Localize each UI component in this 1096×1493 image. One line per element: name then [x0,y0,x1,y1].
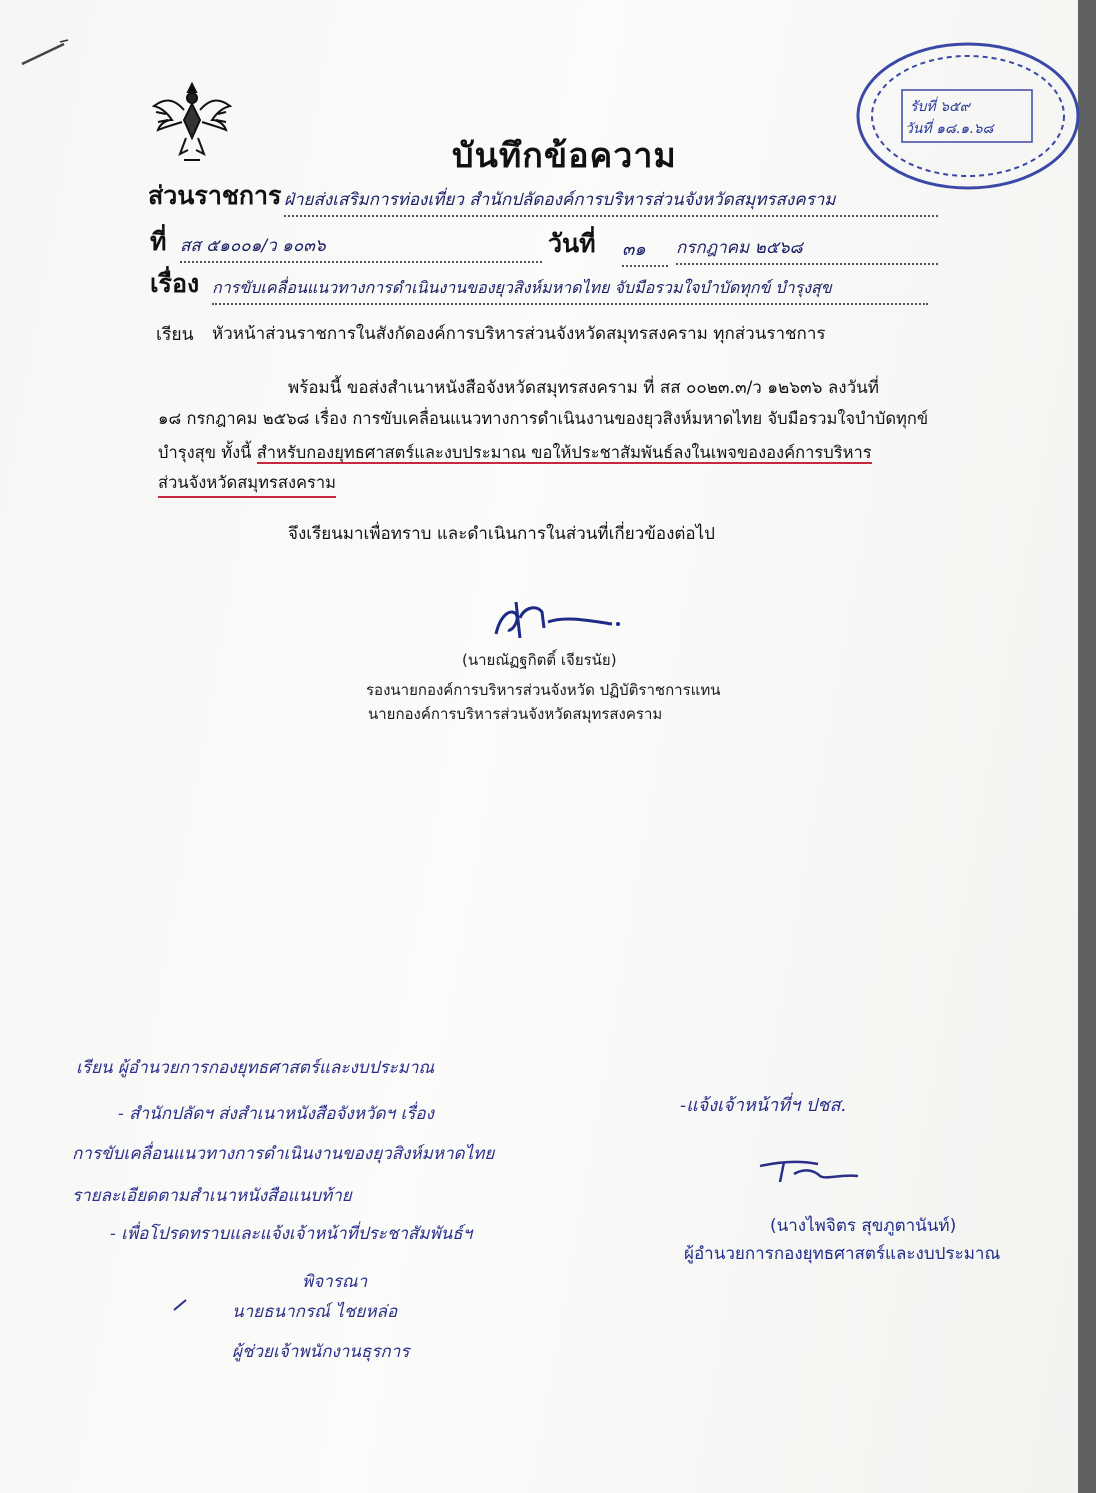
initial-tick-icon [172,1298,188,1312]
handwritten-note-line-1: เรียน ผู้อำนวยการกองยุทธศาสตร์และงบประมาณ [76,1058,435,1078]
director-position: ผู้อำนวยการกองยุทธศาสตร์และงบประมาณ [684,1244,1001,1264]
handwritten-right-note: -แจ้งเจ้าหน้าที่ฯ ปชส. [680,1095,847,1116]
handwritten-note-line-5: - เพื่อโปรดทราบและแจ้งเจ้าหน้าที่ประชาสัมพันธ์ฯ [110,1224,473,1244]
handwritten-note-line-2: - สำนักปลัดฯ ส่งสำเนาหนังสือจังหวัดฯ เรื่อง [118,1104,434,1124]
director-name: (นางไพจิตร สุขภูตานันท์) [770,1216,957,1236]
handwritten-note-line-4: รายละเอียดตามสำเนาหนังสือแนบท้าย [72,1186,352,1206]
signature-image [490,594,626,644]
to-label: เรียน [156,325,194,345]
signatory-position-2: นายกองค์การบริหารส่วนจังหวัดสมุทรสงคราม [368,705,663,723]
signatory-position-1: รองนายกองค์การบริหารส่วนจังหวัด ปฏิบัติราชการแทน [366,681,721,699]
background-edge [1078,0,1096,1493]
handwritten-note-line-3: การขับเคลื่อนแนวทางการดำเนินงานของยุวสิงห์มหาดไทย [72,1144,495,1164]
body-line-2: ๑๘ กรกฎาคม ๒๕๖๘ เรื่อง การขับเคลื่อนแนวทางการดำเนินงานของยุวสิงห์มหาดไทย จับมือรวมใจบำบัดทุกข์ [158,409,929,428]
body-line-3a: บำรุงสุข ทั้งนี้ [158,443,257,462]
agency-label: ส่วนราชการ [148,181,282,210]
body-line-4-highlight: ส่วนจังหวัดสมุทรสงคราม [158,470,336,498]
stamp-received-date: วันที่ ๑๘.๑.๖๘ [905,121,994,137]
memo-title: บันทึกข้อความ [452,136,677,176]
closing-line: จึงเรียนมาเพื่อทราบ และดำเนินการในส่วนที่เกี่ยวข้องต่อไป [288,524,715,544]
subject-label: เรื่อง [150,269,200,298]
agency-value: ฝ่ายส่งเสริมการท่องเที่ยว สำนักปลัดองค์การบริหารส่วนจังหวัดสมุทรสงคราม [284,186,938,217]
signatory-name: (นายณัฏฐกิตติ์ เจียรนัย) [462,651,617,669]
date-label: วันที่ [548,229,596,258]
subject-value: การขับเคลื่อนแนวทางการดำเนินงานของยุวสิงห์มหาดไทย จับมือรวมใจบำบัดทุกข์ บำรุงสุข [212,276,928,305]
director-signature-image [754,1152,874,1186]
garuda-emblem-icon [148,76,236,164]
body-line-3b-highlight: สำหรับกองยุทธศาสตร์และงบประมาณ ขอให้ประชาสัมพันธ์ลงในเพจขององค์การบริหาร [256,443,872,462]
handwritten-note-line-6: พิจารณา [302,1272,368,1292]
to-value: หัวหน้าส่วนราชการในสังกัดองค์การบริหารส่วนจังหวัดสมุทรสงคราม ทุกส่วนราชการ [212,324,826,344]
handwritten-note-line-7: นายธนากรณ์ ไชยหล่อ [232,1302,398,1322]
number-label: ที่ [150,227,167,256]
body-line-1: พร้อมนี้ ขอส่งสำเนาหนังสือจังหวัดสมุทรสงคราม ที่ สส ๐๐๒๓.๓/ว ๑๒๖๓๖ ลงวันที่ [288,378,879,398]
date-day: ๓๑ [622,234,668,267]
number-value: สส ๕๑๐๐๑/ว ๑๐๓๖ [180,232,542,263]
pen-mark-icon [20,38,70,68]
date-month-year: กรกฎาคม ๒๕๖๘ [676,234,938,265]
stamp-received-no: รับที่ ๖๕๙ [910,99,970,115]
handwritten-note-line-8: ผู้ช่วยเจ้าพนักงานธุรการ [232,1342,410,1362]
